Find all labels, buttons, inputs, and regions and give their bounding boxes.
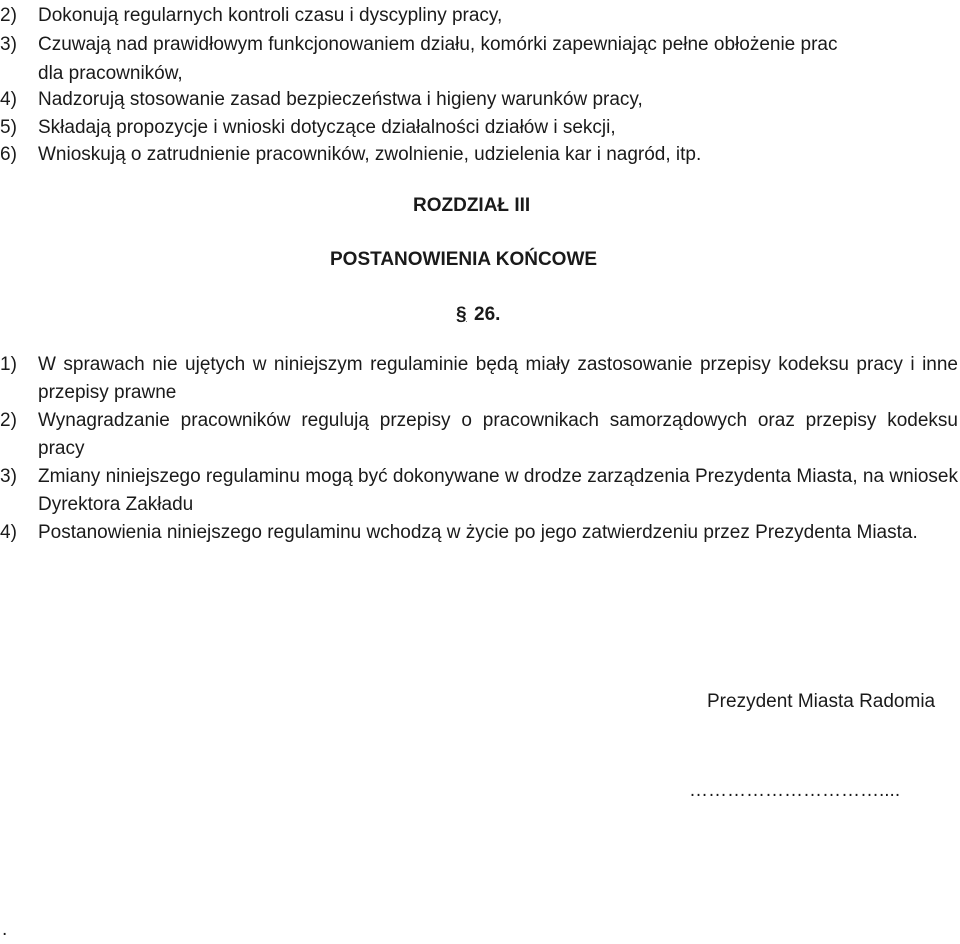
chapter-title: ROZDZIAŁ III [413, 195, 531, 216]
item-number: 4) [0, 89, 17, 110]
list-item [0, 351, 958, 407]
list-item [0, 4, 502, 28]
item-number: 3) [0, 34, 17, 55]
item-text: Zmiany niniejszego regulaminu mogą być dokonywane w drodze zarządzenia Prezydenta Miasta, na wniosek Dyrektora Zakładu [38, 466, 958, 515]
list-item [0, 143, 701, 167]
item-number: 2) [0, 410, 17, 431]
list-item [0, 33, 837, 57]
final-provisions-list [0, 351, 958, 547]
item-number: 4) [0, 522, 17, 543]
paragraph-sign: § [456, 304, 467, 325]
list-item [0, 407, 958, 463]
trailing-dot: . [2, 919, 8, 940]
signature-title: Prezydent Miasta Radomia [707, 691, 936, 712]
item-text: Czuwają nad prawidłowym funkcjonowaniem działu, komórki zapewniając pełne obłożenie prac [38, 34, 838, 55]
item-text: Wnioskują o zatrudnienie pracowników, zwolnienie, udzielenia kar i nagród, itp. [38, 144, 702, 165]
list-item-continuation [0, 62, 183, 86]
list-item [0, 519, 958, 547]
list-item [0, 463, 958, 519]
item-text: Wynagradzanie pracowników regulują przepisy o pracownikach samorządowych oraz przepisy kodeksu pracy [38, 410, 958, 459]
list-item [0, 88, 643, 112]
item-text: Składają propozycje i wnioski dotyczące działalności działów i sekcji, [38, 117, 616, 138]
paragraph-number: 26. [474, 304, 501, 325]
item-text: W sprawach nie ujętych w niniejszym regulaminie będą miały zastosowanie przepisy kodeksu pracy i inne przepisy prawne [38, 354, 958, 403]
item-text: Nadzorują stosowanie zasad bezpieczeństwa i higieny warunków pracy, [38, 89, 643, 110]
list-item [0, 116, 616, 140]
signature-line: ………………………….... [689, 780, 901, 801]
item-text: Postanowienia niniejszego regulaminu wchodzą w życie po jego zatwierdzeniu przez Prezydenta Miasta. [38, 522, 918, 543]
item-text: Dokonują regularnych kontroli czasu i dyscypliny pracy, [38, 5, 503, 26]
chapter-subtitle: POSTANOWIENIA KOŃCOWE [330, 249, 598, 270]
item-number: 1) [0, 354, 17, 375]
item-number: 3) [0, 466, 17, 487]
item-number: 2) [0, 5, 17, 26]
item-text: dla pracowników, [38, 63, 183, 84]
item-number: 5) [0, 117, 17, 138]
item-number [0, 62, 38, 86]
item-number: 6) [0, 144, 17, 165]
